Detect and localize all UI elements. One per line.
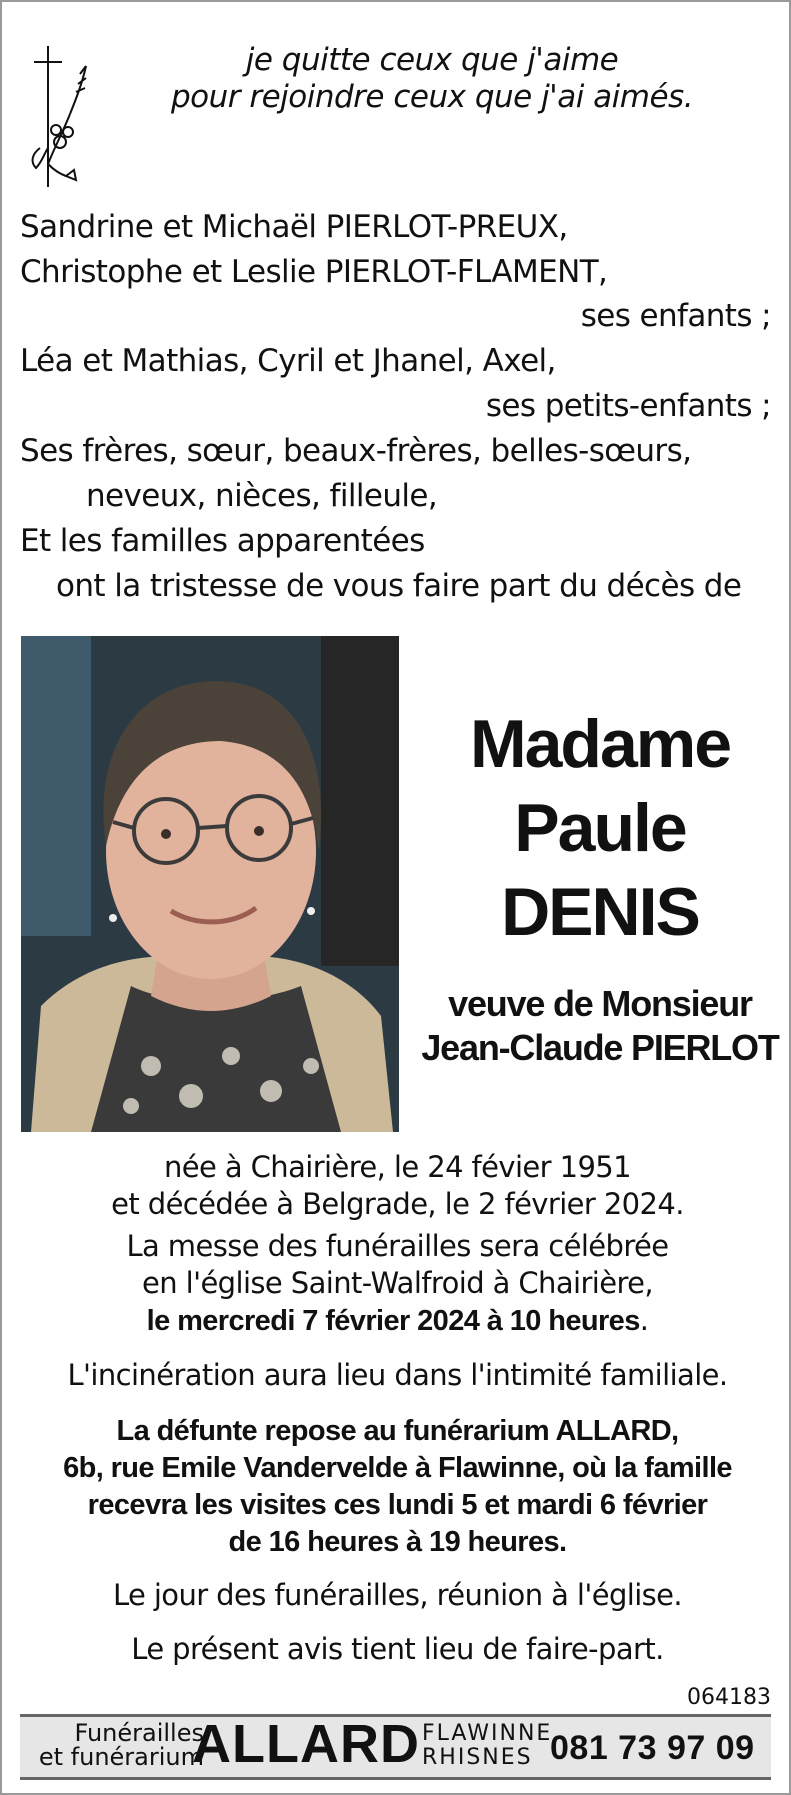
deceased-title: Madame [469,706,731,782]
quote-line: je quitte ceux que j'aime [245,42,619,78]
phone-number: 081 73 97 09 [550,1729,755,1767]
family-line: neveux, nièces, filleule, [86,478,438,514]
family-line: Christophe et Leslie PIERLOT-FLAMENT, [20,254,608,290]
repose-line: La défunte repose au funérarium ALLARD, [116,1415,679,1447]
birth-line: née à Chairière, le 24 févier 1951 [163,1150,631,1184]
mass-date-punctuation: . [639,1303,649,1337]
family-line: Sandrine et Michaël PIERLOT-PREUX, [20,209,568,245]
announcement-line: ont la tristesse de vous faire part du décès de [56,568,742,604]
footer-town: FLAWINNE [422,1721,553,1746]
reference-number: 064183 [687,1685,771,1710]
footer-label: Funérailles [74,1719,204,1747]
funeral-home-brand: ALLARD [192,1714,420,1774]
family-role-children: ses enfants ; [580,298,771,334]
widow-line: veuve de Monsieur [448,983,752,1024]
church-line: en l'église Saint-Walfroid à Chairière, [141,1266,654,1300]
footer-label: et funérarium [38,1743,204,1771]
funeral-home-banner [20,1714,771,1780]
spouse-name: Jean-Claude PIERLOT [421,1027,779,1068]
mass-line: La messe des funérailles sera célébrée [126,1229,669,1263]
mass-date: le mercredi 7 février 2024 à 10 heures [146,1305,640,1337]
quote-line: pour rejoindre ceux que j'ai aimés. [170,79,694,115]
notice-line: Le présent avis tient lieu de faire-part. [131,1632,664,1666]
cross-flower-icon [22,44,92,189]
footer-town: RHISNES [422,1745,533,1770]
family-line: Et les familles apparentées [20,523,425,559]
repose-address: 6b, rue Emile Vandervelde à Flawinne, où la famille [63,1452,732,1484]
incineration-line: L'incinération aura lieu dans l'intimité familiale. [67,1358,728,1392]
family-line: Léa et Mathias, Cyril et Jhanel, Axel, [20,343,556,379]
visit-hours: de 16 heures à 19 heures. [228,1526,567,1558]
deceased-last-name: DENIS [501,874,699,950]
visit-days: recevra les visites ces lundi 5 et mardi 6 février [87,1489,708,1521]
epitaph-quote [122,42,742,116]
portrait-photo [21,636,399,1132]
family-line: Ses frères, sœur, beaux-frères, belles-sœurs, [20,433,692,469]
family-role-grandchildren: ses petits-enfants ; [485,388,771,424]
death-line: et décédée à Belgrade, le 2 février 2024. [111,1187,684,1221]
deceased-first-name: Paule [514,790,686,866]
mass-date-line [2,1302,791,1340]
reunion-line: Le jour des funérailles, réunion à l'église. [112,1578,683,1612]
